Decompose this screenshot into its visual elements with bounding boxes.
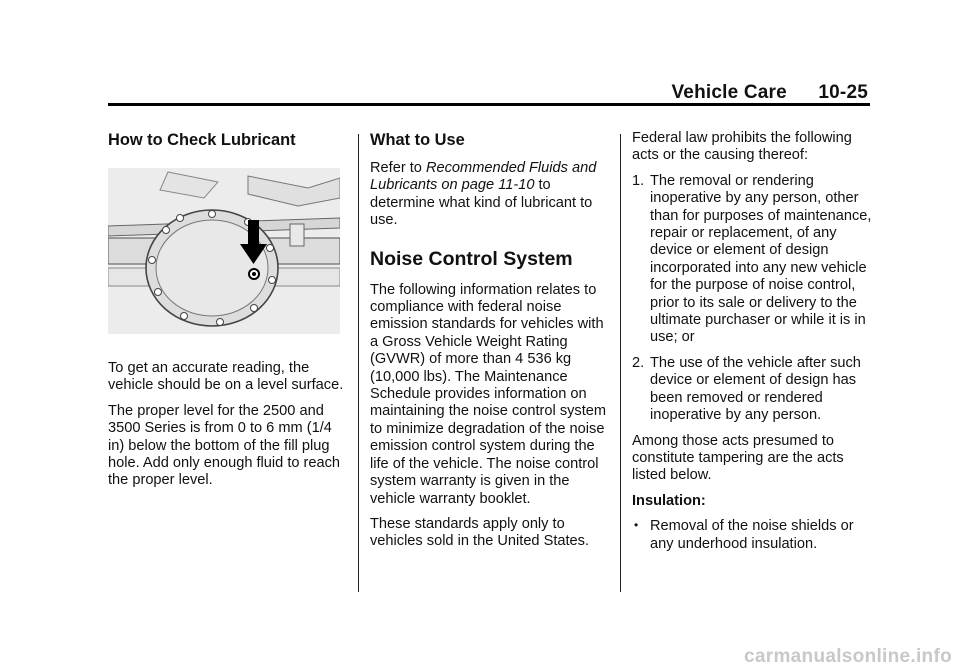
column-3 [632,130,872,553]
bullet-text: Removal of the noise shields or any underhood insulation. [650,518,854,552]
paragraph-noise-compliance: The following information relates to compliance with federal noise emission standards for vehicles with a Gross Vehicle Weight Rating (GVWR) of more than 4 536 kg (10,000 lbs). The Maintenance Schedule provides information on maintaining the noise control system to minimize degradation of the noise emission control system during the life of the vehicle. The noise control system warranty is given in the vehicle warranty booklet. [370,281,607,507]
header-rule [108,103,870,106]
column-divider-1 [358,134,359,592]
list-item-text: The use of the vehicle after such device or element of design has been removed or rendered inoperative by any person. [650,354,861,424]
paragraph-level-surface: To get an accurate reading, the vehicle should be on a level surface. [108,360,344,394]
cross-reference-link[interactable]: Recommended Fluids and Lubricants on page 11-10 [370,160,597,194]
heading-what-to-use: What to Use [370,131,465,149]
differential-fill-plug-illustration [108,168,340,334]
paragraph-federal-law: Federal law prohibits the following acts or the causing thereof: [632,130,852,164]
list-item [632,355,872,425]
column-2 [370,130,610,559]
paragraph-tampering: Among those acts presumed to constitute tampering are the acts listed below. [632,432,844,484]
bullet-icon: • [634,518,639,533]
list-item-number: 2. [632,354,645,371]
insulation-list [632,518,872,553]
paragraph-standards-apply: These standards apply only to vehicles sold in the United States. [370,515,590,550]
paragraph-refer-to [370,160,610,230]
list-item [632,173,872,347]
differential-figure [108,168,340,334]
column-1 [108,130,344,498]
refer-prefix: Refer to [370,160,426,176]
label-insulation: Insulation: [632,492,706,509]
column-divider-2 [620,134,621,592]
running-header [671,82,868,104]
header-page-number: 10-25 [818,82,868,103]
refer-suffix: to determine what kind of lubricant to use. [370,177,593,229]
watermark: carmanualsonline.info [744,646,952,667]
prohibited-acts-list [632,173,872,425]
paragraph-proper-level: The proper level for the 2500 and 3500 Series is from 0 to 6 mm (1/4 in) below the bottom of the fill plug hole. Add only enough fluid to reach the proper level. [108,402,341,489]
heading-noise-control-system: Noise Control System [370,247,573,270]
list-item [632,518,872,553]
header-section-title: Vehicle Care [671,82,787,103]
list-item-number: 1. [632,172,645,189]
list-item-text: The removal or rendering inoperative by any person, other than for purposes of maintenance, repair or replacement, of any device or element of design incorporated into any new vehicle for the purpose of noise control, prior to its sale or delivery to the ultimate purchaser or while it is in use; or [650,172,872,346]
heading-check-lubricant: How to Check Lubricant [108,131,296,149]
